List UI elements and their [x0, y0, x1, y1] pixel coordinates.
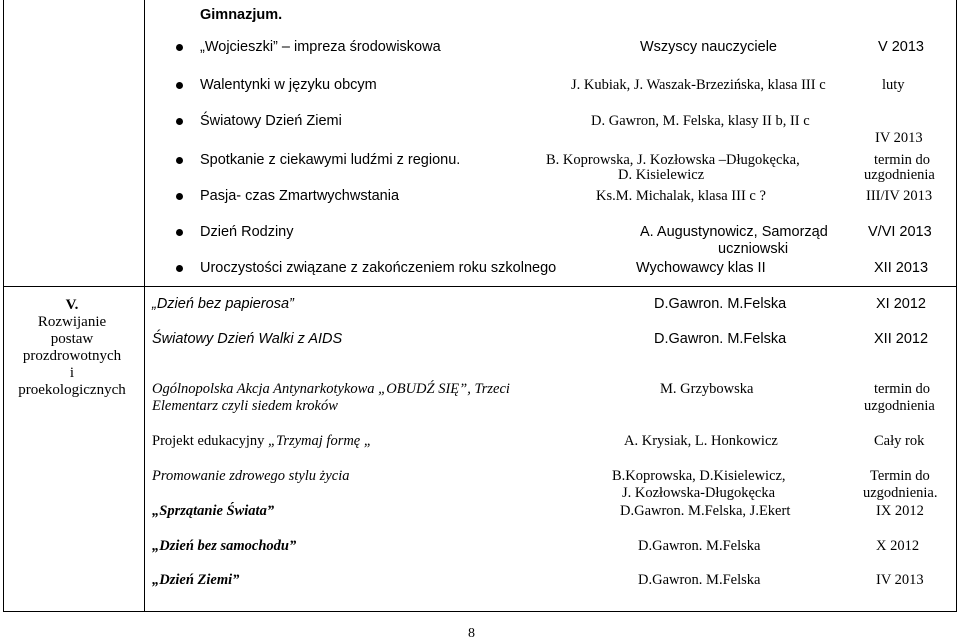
event-name: Ogólnopolska Akcja Antynarkotykowa „OBUDŹ SIĘ”, Trzeci — [152, 381, 510, 397]
section-title-line: prozdrowotnych — [22, 348, 122, 364]
event-name: Elementarz czyli siedem kroków — [152, 398, 338, 414]
bullet-icon — [176, 82, 183, 89]
event-name-italic: „Trzymaj formę „ — [267, 433, 372, 449]
event-name: „Dzień bez papierosa” — [152, 296, 294, 312]
event-responsible: Wszyscy nauczyciele — [640, 39, 777, 55]
bullet-icon — [176, 44, 183, 51]
event-responsible: B.Koprowska, D.Kisielewicz, — [612, 468, 786, 484]
event-name: „Wojcieszki” – impreza środowiskowa — [200, 39, 441, 55]
event-name: Spotkanie z ciekawymi ludźmi z regionu. — [200, 152, 461, 168]
event-name: „Sprzątanie Świata” — [152, 503, 275, 519]
section-title-line: i — [69, 365, 75, 381]
event-responsible: D.Gawron. M.Felska — [654, 296, 787, 312]
event-name: Pasja- czas Zmartwychwstania — [200, 188, 400, 204]
event-name: Światowy Dzień Ziemi — [200, 113, 342, 129]
bullet-icon — [176, 265, 183, 272]
event-name — [152, 433, 372, 450]
section-number: V. — [65, 297, 79, 313]
event-responsible: D.Gawron. M.Felska — [638, 538, 761, 554]
event-date: V 2013 — [878, 39, 924, 55]
event-name: Walentynki w języku obcym — [200, 77, 377, 93]
event-responsible: J. Kubiak, J. Waszak-Brzezińska, klasa III c — [571, 77, 826, 93]
section-divider — [3, 286, 957, 287]
event-responsible: B. Koprowska, J. Kozłowska –Długokęcka, — [546, 152, 800, 168]
event-date: luty — [882, 77, 905, 93]
event-name: Promowanie zdrowego stylu życia — [152, 468, 350, 484]
page-number: 8 — [468, 626, 475, 641]
event-responsible: Wychowawcy klas II — [636, 260, 766, 276]
event-date: termin do — [874, 152, 930, 168]
event-date: V/VI 2013 — [868, 224, 932, 240]
event-responsible: A. Krysiak, L. Honkowicz — [624, 433, 778, 449]
event-name: Dzień Rodziny — [200, 224, 294, 240]
bullet-icon — [176, 229, 183, 236]
school-level-label: Gimnazjum. — [200, 7, 283, 23]
event-name-plain: Projekt edukacyjny — [152, 433, 268, 449]
event-date: XII 2012 — [874, 331, 929, 347]
section-title-line: proekologicznych — [18, 382, 126, 398]
section-heading — [4, 297, 140, 399]
event-responsible: M. Grzybowska — [660, 381, 754, 397]
event-date: Cały rok — [874, 433, 925, 449]
event-date: XII 2013 — [874, 260, 929, 276]
event-responsible: A. Augustynowicz, Samorząd — [640, 224, 828, 240]
event-responsible: Ks.M. Michalak, klasa III c ? — [596, 188, 766, 204]
event-date: IV 2013 — [875, 130, 923, 146]
event-responsible: uczniowski — [718, 241, 789, 257]
event-responsible: D.Gawron. M.Felska, J.Ekert — [620, 503, 791, 519]
section-title-line: Rozwijanie — [37, 314, 107, 330]
event-date: termin do — [874, 381, 930, 397]
table-bottom — [3, 611, 957, 612]
event-responsible: D. Gawron, M. Felska, klasy II b, II c — [591, 113, 810, 129]
event-date: IX 2012 — [876, 503, 924, 519]
bullet-icon — [176, 157, 183, 164]
event-date: III/IV 2013 — [866, 188, 933, 204]
event-name: Światowy Dzień Walki z AIDS — [152, 331, 343, 347]
event-responsible: D.Gawron. M.Felska — [638, 572, 761, 588]
event-responsible: D.Gawron. M.Felska — [654, 331, 787, 347]
event-date: uzgodnienia — [864, 398, 935, 414]
event-date: uzgodnienia — [864, 167, 935, 183]
event-date: XI 2012 — [876, 296, 926, 312]
bullet-icon — [176, 193, 183, 200]
event-name: Uroczystości związane z zakończeniem roku szkolnego — [200, 260, 557, 276]
table-border-right — [956, 0, 957, 612]
section-title-line: postaw — [50, 331, 94, 347]
bullet-icon — [176, 118, 183, 125]
table-border-mid — [144, 0, 145, 612]
event-date: Termin do — [870, 468, 930, 484]
event-date: uzgodnienia. — [863, 485, 938, 501]
event-date: IV 2013 — [876, 572, 924, 588]
event-responsible: J. Kozłowska-Długokęcka — [622, 485, 776, 501]
event-responsible: D. Kisielewicz — [618, 167, 705, 183]
event-name: „Dzień Ziemi” — [152, 572, 240, 588]
event-name: „Dzień bez samochodu” — [152, 538, 297, 554]
event-date: X 2012 — [876, 538, 920, 554]
